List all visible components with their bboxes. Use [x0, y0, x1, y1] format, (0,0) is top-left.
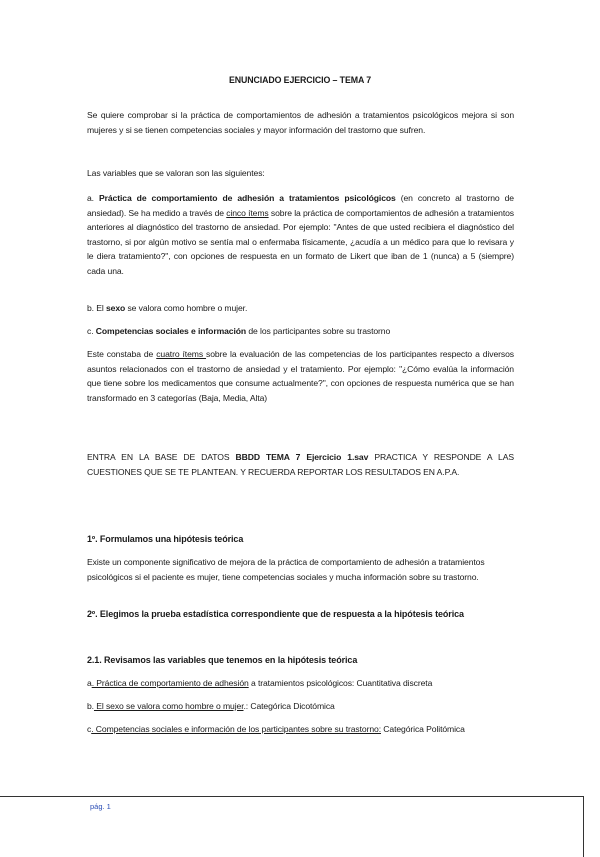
instructions-text-2: PRACTICA Y RESPONDE A LAS CUESTIONES QUE SE TE PLANTEAN. Y RECUERDA REPORTAR LOS RESULTADOS EN A.P.A. [87, 452, 515, 477]
variable-c-items-count: cuatro ítems [156, 349, 207, 359]
step-2-1-b-name: El sexo se valora como hombre o mujer [93, 701, 244, 711]
variable-c-desc-text-1: Este constaba de [87, 349, 157, 359]
document-title: ENUNCIADO EJERCICIO – TEMA 7 [228, 75, 372, 85]
step-2-1-heading: 2.1. Revisamos las variables que tenemos en la hipótesis teórica [87, 655, 358, 665]
step-2-1-a-type: a tratamientos psicológicos: Cuantitativa discreta [248, 678, 433, 688]
variable-b-paragraph [87, 301, 514, 316]
step-1-hypothesis: Existe un componente significativo de mejora de la práctica de comportamiento de adhesión a tratamientos psicológicos si el paciente es mujer, tiene competencias sociales y mucha información sobre su trastorno. [87, 557, 485, 582]
step-2-1-c-name: . Competencias sociales e información de los participantes sobre su trastorno: [91, 724, 381, 734]
step-1-heading: 1º. Formulamos una hipótesis teórica [87, 534, 244, 544]
variable-a-paragraph [87, 191, 514, 279]
instructions-paragraph [87, 450, 514, 479]
step-2-1-c-type: Categórica Politómica [381, 724, 465, 734]
variable-a-text-1: (en concreto al trastorno de ansiedad). Se ha medido a través de [87, 193, 514, 218]
step-2-1-variable-b [87, 699, 514, 714]
variable-c-text: de los participantes sobre su trastorno [246, 326, 391, 336]
variable-b-text: se valora como hombre o mujer. [125, 303, 248, 313]
variable-b-prefix: b. El [87, 303, 106, 313]
intro-paragraph: Se quiere comprobar si la práctica de comportamientos de adhesión a tratamientos psicológicos mejora si son mujeres y si se tienen competencias sociales y mayor información del trastorno que sufren. [87, 110, 514, 135]
variable-a-prefix: a. [87, 193, 99, 203]
variable-a-name: Práctica de comportamiento de adhesión a tratamientos psicológicos [99, 193, 396, 203]
step-2-1-c-prefix: c [87, 724, 92, 734]
variable-c-prefix: c. [87, 326, 96, 336]
step-2-1-b-prefix: b. [87, 701, 94, 711]
database-filename: BBDD TEMA 7 Ejercicio 1.sav [235, 452, 369, 462]
variable-c-description [87, 347, 514, 405]
variable-c-desc-text-2: sobre la evaluación de las competencias de los participantes respecto a diversos asuntos relacionados con el trastorno de ansiedad y el tratamiento. Por ejemplo: "¿Cómo evalúa la información que tiene sobre los medicamentos que consume actualmente?", con opciones de respuesta numérica que se han transformado en 3 categorías (Baja, Media, Alta) [87, 349, 514, 403]
step-2-heading: 2º. Elegimos la prueba estadística correspondiente que de respuesta a la hipótesis teórica [87, 609, 464, 619]
instructions-text-1: ENTRA EN LA BASE DE DATOS [87, 452, 236, 462]
step-2-1-variable-a [87, 676, 514, 691]
step-2-1-a-name: . Práctica de comportamiento de adhesión [91, 678, 249, 688]
variable-c-paragraph [87, 324, 514, 339]
step-2-1-a-prefix: a [87, 678, 92, 688]
variables-intro: Las variables que se valoran son las siguientes: [87, 168, 265, 178]
page-number: pág. 1 [90, 802, 111, 811]
step-2-1-b-type: .: Categórica Dicotómica [243, 701, 335, 711]
variable-b-name: sexo [105, 303, 126, 313]
step-2-1-variable-c [87, 722, 514, 737]
variable-c-name: Competencias sociales e información [95, 326, 247, 336]
variable-a-text-2: sobre la práctica de comportamientos de adhesión a tratamientos anteriores al diagnóstico del trastorno de ansiedad. Por ejemplo: "Antes de que usted recibiera el diagnóstico del trastorno, si por algún motivo se sentía mal o enfermaba físicamente, ¿acudía a un médico para que lo revisara y le diera tratamiento?", con opciones de respuesta en un formato de Likert que iban de 1 (nunca) a 5 (siempre) cada una. [87, 207, 514, 276]
variable-a-items-count: cinco ítems [226, 207, 269, 218]
